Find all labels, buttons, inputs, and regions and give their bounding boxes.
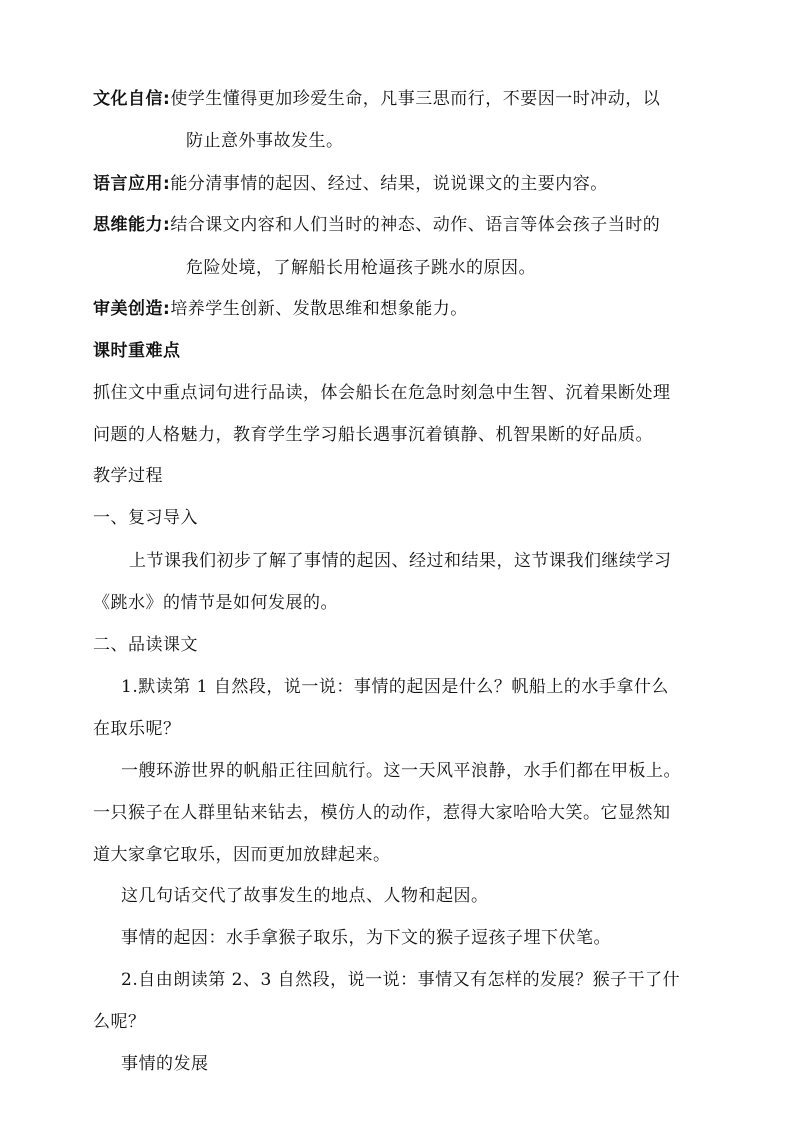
key-points-line1: 抓住文中重点词句进行品读，体会船长在危急时刻急中生智、沉着果断处理 xyxy=(93,383,671,403)
section2-title: 二、品读课文 xyxy=(93,635,198,655)
key-points-line2: 问题的人格魅力，教育学生学习船长遇事沉着镇静、机智果断的好品质。 xyxy=(93,425,653,445)
objective-language-text1: 能分清事情的起因、经过、结果，说说课文的主要内容。 xyxy=(170,174,608,194)
objective-thinking-label: 思维能力: xyxy=(93,215,171,235)
note1: 这几句话交代了故事发生的地点、人物和起因。 xyxy=(121,886,489,906)
objective-aesthetic-line1 xyxy=(93,298,468,320)
section1-line2: 《跳水》的情节是如何发展的。 xyxy=(93,593,338,613)
question2-line1: 2.自由朗读第 2、3 自然段，说一说：事情又有怎样的发展？猴子干了什 xyxy=(121,970,681,990)
process-heading: 教学过程 xyxy=(93,466,163,486)
objective-culture-label: 文化自信: xyxy=(93,89,171,109)
question1-line2: 在取乐呢？ xyxy=(93,719,181,739)
question1-line1: 1.默读第 1 自然段，说一说：事情的起因是什么？帆船上的水手拿什么 xyxy=(121,677,669,697)
passage-line3: 道大家拿它取乐，因而更加放肆起来。 xyxy=(93,845,391,865)
question2-line2: 么呢？ xyxy=(93,1012,146,1032)
objective-language-line1 xyxy=(93,173,608,195)
section1-title: 一、复习导入 xyxy=(93,508,198,528)
section1-line1: 上节课我们初步了解了事情的起因、经过和结果，这节课我们继续学习 xyxy=(129,551,672,571)
development-heading: 事情的发展 xyxy=(121,1054,209,1074)
objective-language-label: 语言应用: xyxy=(93,174,171,194)
key-points-heading: 课时重难点 xyxy=(93,341,181,361)
note2: 事情的起因：水手拿猴子取乐，为下文的猴子逗孩子埋下伏笔。 xyxy=(121,928,611,948)
objective-aesthetic-text1: 培养学生创新、发散思维和想象能力。 xyxy=(170,299,468,319)
objective-culture-line1 xyxy=(93,88,660,110)
objective-thinking-text1: 结合课文内容和人们当时的神态、动作、语言等体会孩子当时的 xyxy=(170,215,661,235)
objective-thinking-text2: 危险处境，了解船长用枪逼孩子跳水的原因。 xyxy=(186,258,536,278)
objective-aesthetic-label: 审美创造: xyxy=(93,299,171,319)
objective-culture-text1: 使学生懂得更加珍爱生命，凡事三思而行，不要因一时冲动，以 xyxy=(170,89,661,109)
objective-thinking-line1 xyxy=(93,214,660,236)
passage-line2: 一只猴子在人群里钻来钻去，模仿人的动作，惹得大家哈哈大笑。它显然知 xyxy=(93,803,671,823)
objective-culture-text2: 防止意外事故发生。 xyxy=(186,131,344,151)
passage-line1: 一艘环游世界的帆船正往回航行。这一天风平浪静，水手们都在甲板上。 xyxy=(121,761,681,781)
